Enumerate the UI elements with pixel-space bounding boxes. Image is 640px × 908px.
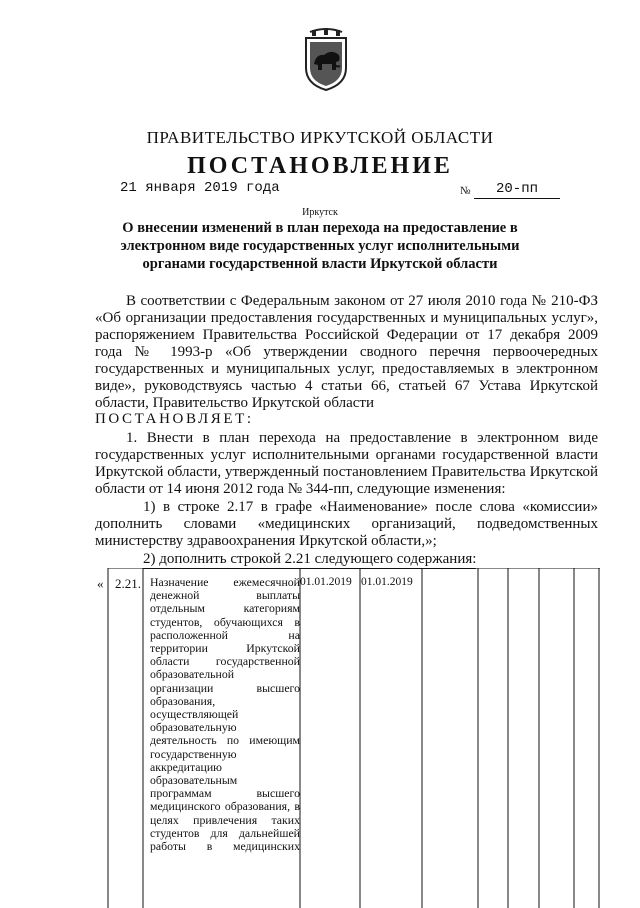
city: Иркутск — [302, 207, 338, 218]
document-number: 20-пп — [474, 180, 560, 199]
number-label: № — [460, 185, 471, 197]
table-open-quote: « — [97, 576, 104, 591]
document-subject: О внесении изменений в план перехода на предоставление в электронном виде государственных услуг исполнительными органами государственной власти Иркутской области — [120, 220, 520, 272]
preamble-paragraph: В соответствии с Федеральным законом от 27 июля 2010 года № 210-ФЗ «Об организации предоставления государственных и муниципальных услуг», распоряжением Правительства Российской Федерации от 17 декабря 2009 года № 1993-р «Об утверждении сводного перечня первоочередных государственных и муниципальных услуг, предоставляемых в электронном виде», руководствуясь частью 4 статьи 66, статьей 67 Устава Иркутской области, Правительство Иркутской области — [95, 293, 598, 411]
item-1-1-paragraph: 1) в строке 2.17 в графе «Наименование» после слова «комиссии» дополнить словами «медицинских организаций, подведомственных министерству здравоохранения Иркутской области,»; — [95, 499, 598, 549]
document-date: 21 января 2019 года — [120, 180, 280, 196]
item-1-paragraph: 1. Внести в план перехода на предоставление в электронном виде государственных услуг исполнительными органами государственной власти Иркутской области, утвержденный постановлением Правительства Иркутской области от 14 июня 2012 года № 344-пп, следующие изменения: — [95, 430, 598, 497]
item-1-2-paragraph: 2) дополнить строкой 2.21 следующего содержания: — [143, 551, 477, 567]
table-date-start: 01.01.2019 — [300, 576, 352, 588]
organization-name: ПРАВИТЕЛЬСТВО ИРКУТСКОЙ ОБЛАСТИ — [146, 128, 494, 147]
decree-heading: ПОСТАНОВЛЯЕТ: — [95, 411, 254, 427]
coat-of-arms-icon — [302, 28, 350, 92]
document-title: ПОСТАНОВЛЕНИЕ — [187, 153, 453, 179]
table-service-name: Назначение ежемесячной денежной выплаты отдельным категориям студентов, обучающихся в расположенной на территории Иркутской области государственной образовательной организации высшего образования, осуществляющей образовательную деятельность по имеющим государственную аккредитацию образовательным программам высшего медицинского образования, в целях привлечения таких студентов для дальнейшей работы в медицинских — [150, 575, 300, 854]
table-row-number: 2.21. — [115, 576, 141, 591]
table-date-end: 01.01.2019 — [361, 576, 413, 588]
